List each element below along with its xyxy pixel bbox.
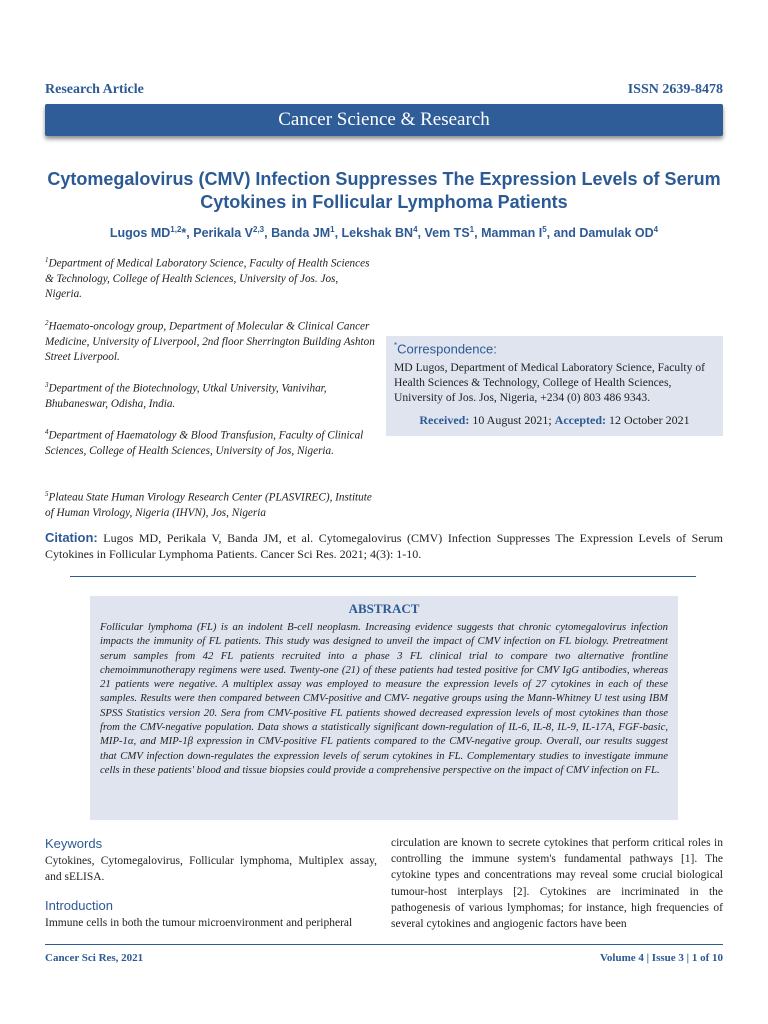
author-affiliation-sup: 1 [330,225,335,234]
paper-title: Cytomegalovirus (CMV) Infection Suppresses The Expression Levels of Serum Cytokines in Follicular Lymphoma Patients [47,169,721,212]
footer-page-info: Volume 4 | Issue 3 | 1 of 10 [599,952,723,964]
accepted-date: 12 October 2021 [608,413,690,428]
introduction-text-col1: Immune cells in both the tumour microenvironment and peripheral [45,917,353,929]
correspondence-text: MD Lugos, Department of Medical Laboratory Science, Faculty of Health Sciences & Technology, College of Health Sciences, University of Jos. Jos, Nigeria, +234 (0) 803 486 9343. [394,361,706,405]
footer-divider [45,944,723,945]
keywords-heading: Keywords [45,836,103,851]
author-affiliation-sup: 1 [469,225,475,234]
abstract-heading: ABSTRACT [348,601,420,616]
affiliation-num: 4 [45,428,49,436]
author-affiliation-sup: 1,2 [170,225,182,234]
affiliation-num: 5 [45,490,49,498]
author-affiliation-sup: 2,3 [253,225,265,234]
affiliation-num: 2 [45,319,49,327]
divider [70,576,696,577]
author-name: Lugos MD [109,226,171,241]
author-name: Vem TS [424,226,470,241]
author-separator: , [417,226,425,241]
citation-label: Citation: [45,530,98,545]
author-name: Mamman I [481,226,543,241]
received-label: Received: [419,413,470,428]
author-name: Perikala V [193,226,253,241]
correspondence-box [386,336,723,436]
affiliation-text: Plateau State Human Virology Research Center (PLASVIREC), Institute of Human Virology, Nigeria (IHVN), Jos, Nigeria [45,491,372,519]
author-name: Damulak OD [579,226,654,241]
citation [45,530,723,562]
introduction-text-col2: circulation are known to secrete cytokines that perform critical roles in controlling the immune system's fundamental pathways [1]. The cytokine types and concentrations may reveal some crucial biological tumour-host interplays [2]. Cytokines are incriminated in the pathogenesis of various lymphomas; for instance, high frequencies of several cytokines and angiogenic factors have been [391,837,723,931]
affiliation-4 [45,425,375,459]
issn-label: ISSN 2639-8478 [627,82,723,97]
author-affiliation-sup: 4 [653,225,659,234]
affiliation-3 [45,378,375,412]
author-separator: , [264,226,272,241]
affiliation-num: 1 [45,256,49,264]
abstract-text: Follicular lymphoma (FL) is an indolent B-cell neoplasm. Increasing evidence suggests that chronic cytomegalovirus infection impacts the immunity of FL patients. This study was designed to unveil the impact of CMV infection on FL biology. Pretreatment serum samples from 42 FL patients recruited into a phase 3 FL clinical trial to compare two alternative frontline chemoimmunotherapy regimens were used. Twenty-one (21) of these patients had tested positive for CMV IgG antibodies, whereas 21 patients were negative. A multiplex assay was employed to measure the expression levels of 27 cytokines in each of these samples. Results were then compared between CMV-positive and CMV- negative groups using the Mann-Whitney U test using IBM SPSS Statistics version 20. Sera from CMV-positive FL patients showed decreased expression levels of most cytokines than those from the CMV-negative population. Data shows a statistically significant down-regulation of IL-6, IL-8, IL-9, IL-17A, FGF-basic, MIP-1α, and MIP-1β expression in CMV-positive FL patients compared to the CMV-negative group. Overall, our results suggest that CMV infection down-regulates the expression levels of serum cytokines in FL. Complementary studies to investigate immune cells in these patients' blood and tissue biopsies could provide a comprehensive perspective on the impact of CMV infection on FL. [100,621,668,776]
author-separator: , [474,226,482,241]
asterisk: * [394,341,398,350]
affiliation-text: Department of Medical Laboratory Science, Faculty of Health Sciences & Technology, College of Health Sciences, University of Jos. Jos, Nigeria. [45,257,370,300]
footer-journal-ref: Cancer Sci Res, 2021 [45,952,144,964]
accepted-label: Accepted: [554,413,606,428]
introduction-heading: Introduction [45,898,113,913]
affiliation-text: Department of Haematology & Blood Transfusion, Faculty of Clinical Sciences, College of Health Sciences, University of Jos, Nigeria. [45,429,364,457]
affiliation-num: 3 [45,381,49,389]
affiliation-5 [45,487,375,521]
author-separator: *, [181,226,194,241]
article-type-label: Research Article [45,82,144,97]
affiliation-2 [45,316,375,365]
citation-text: Lugos MD, Perikala V, Banda JM, et al. Cytomegalovirus (CMV) Infection Suppresses The Expression Levels of Serum Cytokines in Follicular Lymphoma Patients. Cancer Sci Res. 2021; 4(3): 1-10. [45,531,723,561]
author-separator: , [334,226,342,241]
dates-line [394,413,715,428]
correspondence-heading [394,341,715,356]
affiliation-text: Haemato-oncology group, Department of Molecular & Clinical Cancer Medicine, University of Liverpool, 2nd floor Sherrington Building Ashton Street Liverpool. [45,320,375,363]
abstract-box [90,596,678,820]
author-affiliation-sup: 5 [542,225,547,234]
author-list [40,225,728,240]
author-name: Banda JM [271,226,331,241]
journal-banner: Cancer Science & Research [45,104,723,136]
author-separator: , and [546,226,580,241]
author-name: Lekshak BN [341,226,414,241]
received-date: 10 August 2021; [472,413,552,428]
correspondence-heading-text: Correspondence: [397,341,497,357]
affiliation-1 [45,253,375,302]
keywords-text: Cytokines, Cytomegalovirus, Follicular lymphoma, Multiplex assay, and sELISA. [45,855,377,883]
author-affiliation-sup: 4 [413,225,418,234]
affiliation-text: Department of the Biotechnology, Utkal University, Vanivihar, Bhubaneswar, Odisha, India. [45,382,327,410]
